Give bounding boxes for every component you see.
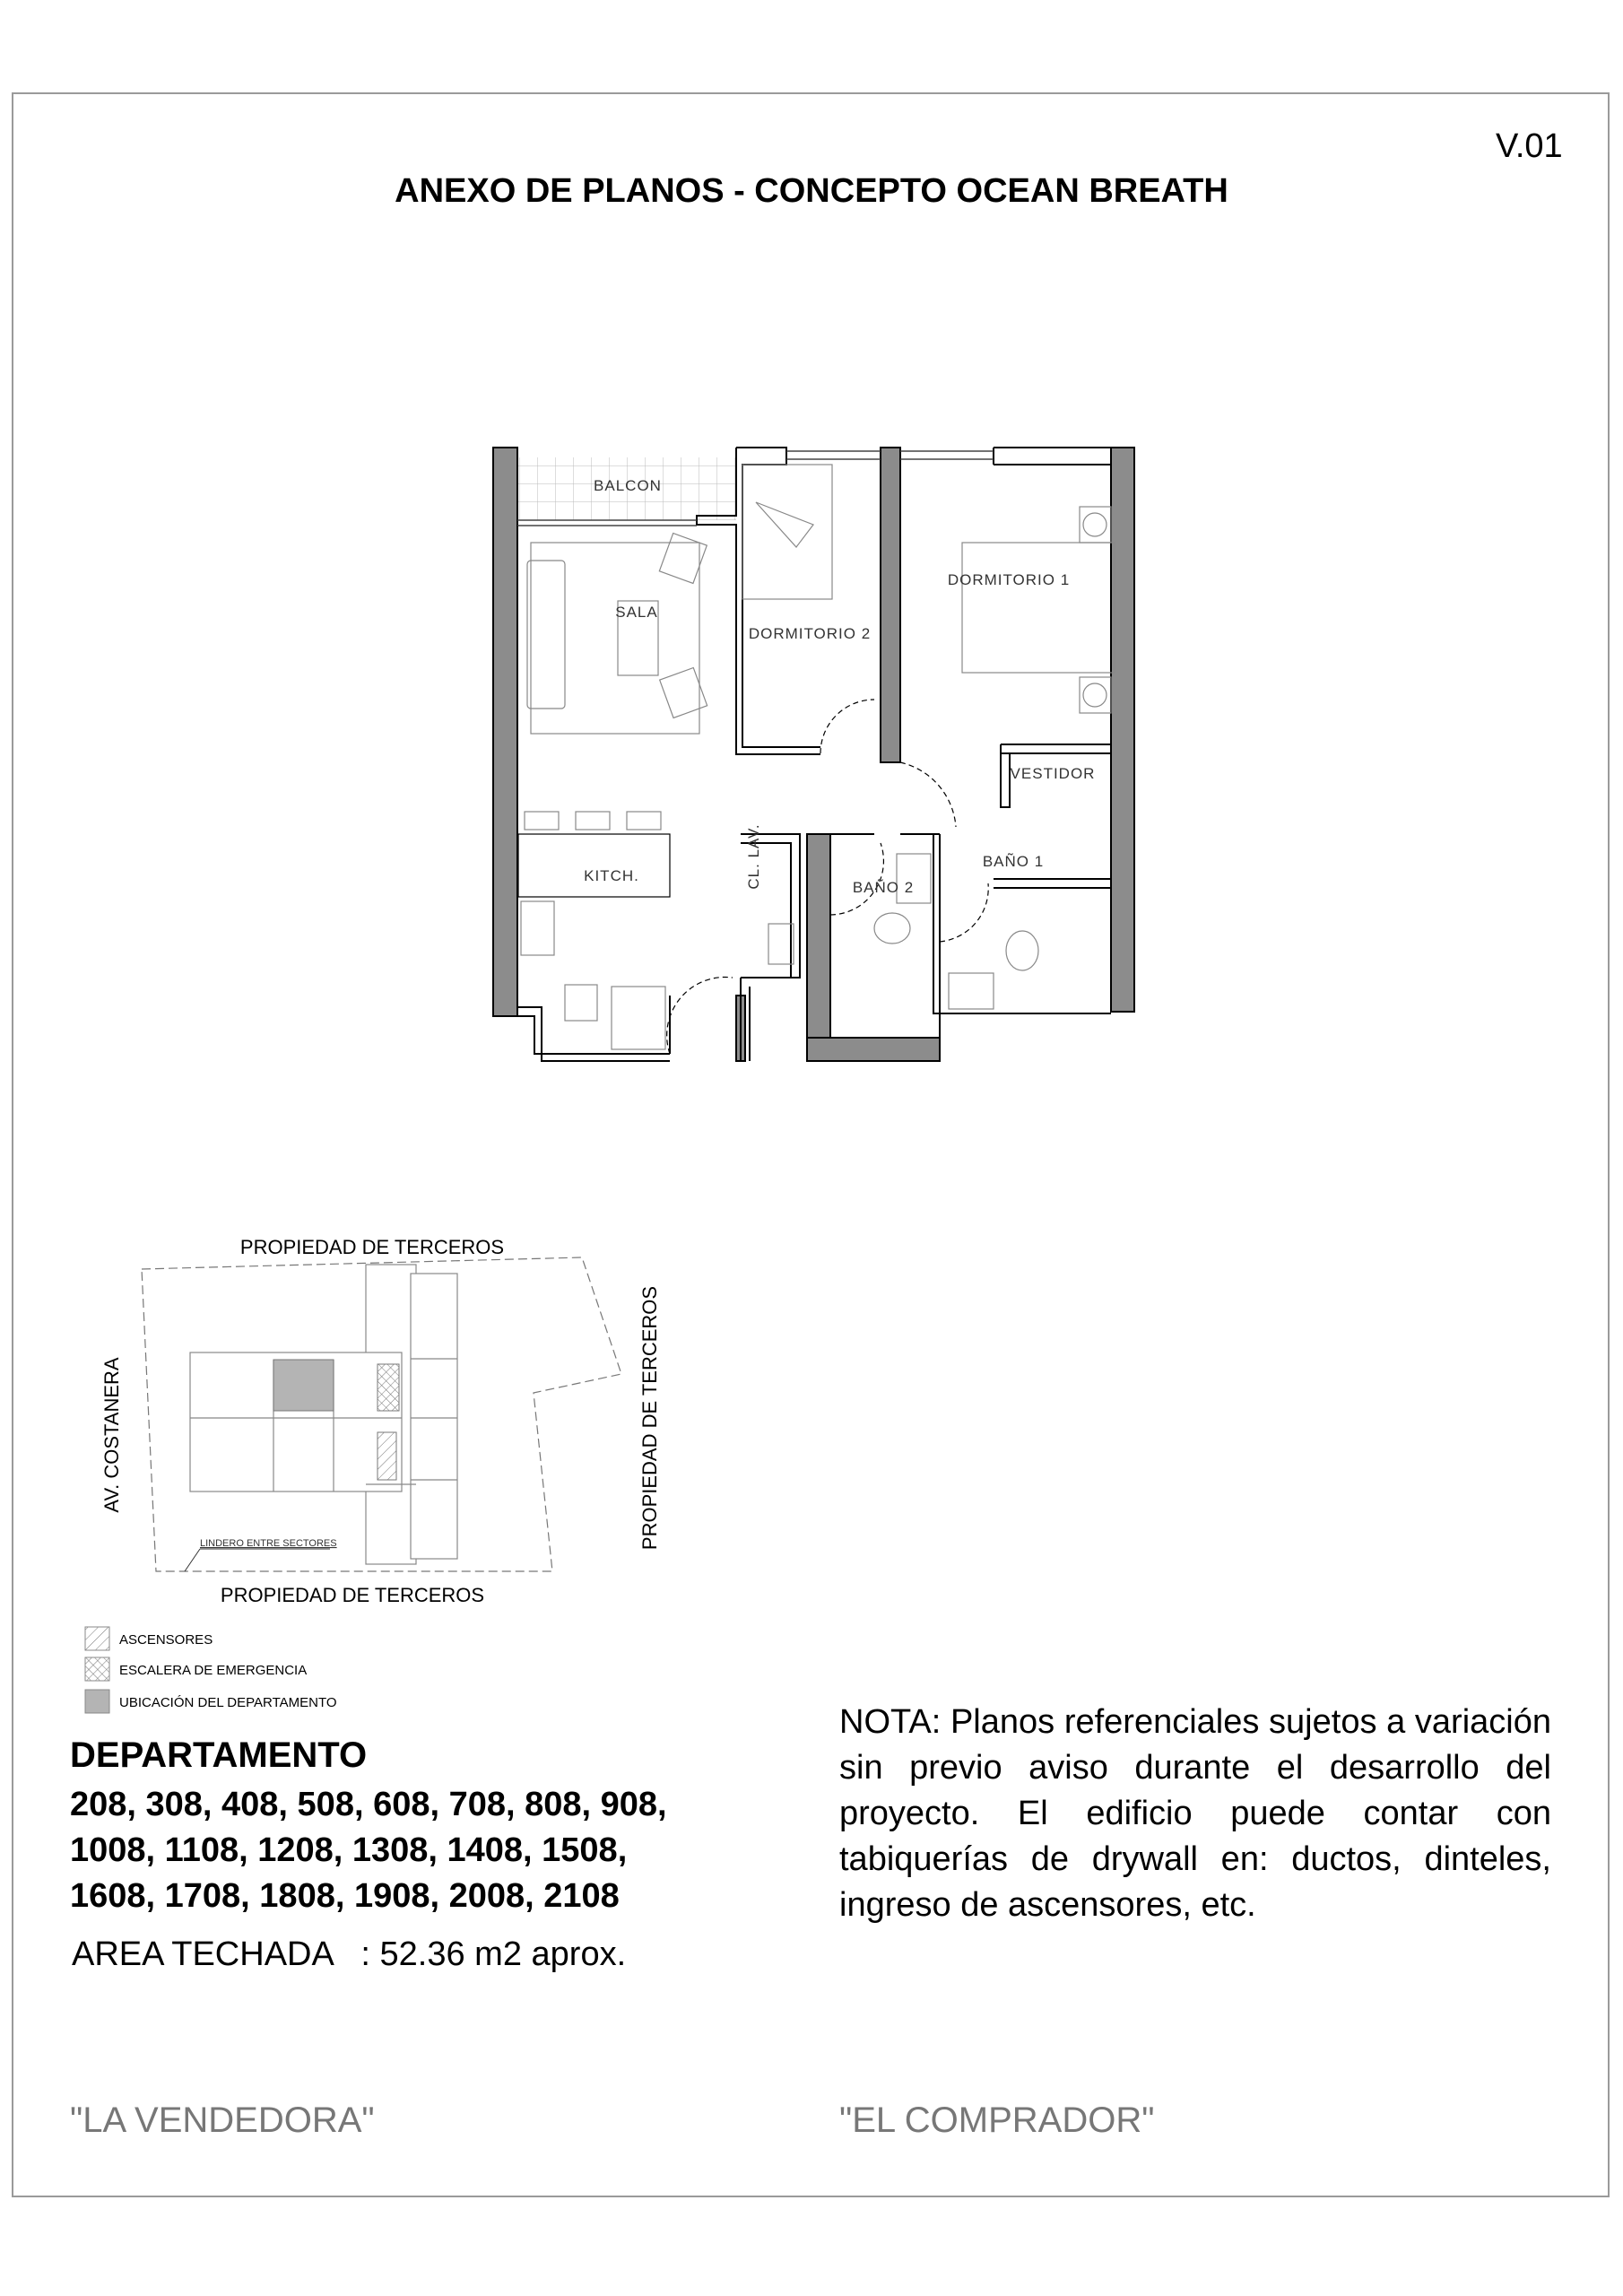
apartment-location bbox=[273, 1360, 334, 1411]
room-label-vestidor: VESTIDOR bbox=[1010, 765, 1096, 782]
room-label-bano-2: BAÑO 2 bbox=[852, 879, 915, 896]
site-plan bbox=[85, 1236, 661, 1713]
buyer-signature-label: "EL COMPRADOR" bbox=[839, 2100, 1155, 2140]
unit-numbers-line: 208, 308, 408, 508, 608, 708, 808, 908, bbox=[70, 1786, 667, 1823]
emergency-stair bbox=[378, 1364, 399, 1411]
legend-swatch-escalera bbox=[85, 1657, 109, 1681]
room-label-cl-lav: CL. LAV. bbox=[745, 823, 762, 890]
elevators bbox=[378, 1432, 396, 1480]
building-footprint bbox=[190, 1265, 457, 1564]
department-heading: DEPARTAMENTO bbox=[70, 1735, 368, 1775]
area-techada: AREA TECHADA : 52.36 m2 aprox. bbox=[72, 1935, 627, 1973]
lindero-label: LINDERO ENTRE SECTORES bbox=[200, 1538, 337, 1549]
room-label-balcon: BALCON bbox=[594, 477, 662, 494]
floor-plan bbox=[493, 448, 1134, 1061]
nota-text: NOTA: Planos referenciales sujetos a variación sin previo aviso durante el desarrollo del proyecto. El edificio puede contar con tabiquerías de drywall en: ductos, dinteles, ingreso de ascensores, etc. bbox=[839, 1703, 1551, 1924]
seller-signature-label: "LA VENDEDORA" bbox=[70, 2100, 375, 2140]
room-label-dormitorio-1: DORMITORIO 1 bbox=[947, 571, 1071, 588]
legend-label: ESCALERA DE EMERGENCIA bbox=[119, 1663, 308, 1678]
legend-swatch-ascensores bbox=[85, 1627, 109, 1650]
room-label-sala: SALA bbox=[615, 604, 658, 621]
legend-swatch-departamento bbox=[85, 1690, 109, 1713]
site-label-bottom: PROPIEDAD DE TERCEROS bbox=[220, 1584, 485, 1606]
legend-label: UBICACIÓN DEL DEPARTAMENTO bbox=[119, 1695, 337, 1710]
unit-numbers-line: 1608, 1708, 1808, 1908, 2008, 2108 bbox=[70, 1877, 620, 1915]
version-label: V.01 bbox=[1496, 127, 1563, 165]
legend-label: ASCENSORES bbox=[119, 1632, 213, 1648]
site-label-left: AV. COSTANERA bbox=[100, 1357, 123, 1513]
lindero-leader bbox=[185, 1549, 330, 1571]
unit-numbers-line: 1008, 1108, 1208, 1308, 1408, 1508, bbox=[70, 1831, 628, 1869]
page-title: ANEXO DE PLANOS - CONCEPTO OCEAN BREATH bbox=[395, 172, 1228, 210]
site-label-top: PROPIEDAD DE TERCEROS bbox=[239, 1236, 505, 1258]
site-label-right: PROPIEDAD DE TERCEROS bbox=[638, 1285, 661, 1551]
room-label-bano-1: BAÑO 1 bbox=[982, 853, 1045, 870]
room-label-kitchen: KITCH. bbox=[584, 867, 639, 884]
room-label-dormitorio-2: DORMITORIO 2 bbox=[748, 625, 872, 642]
